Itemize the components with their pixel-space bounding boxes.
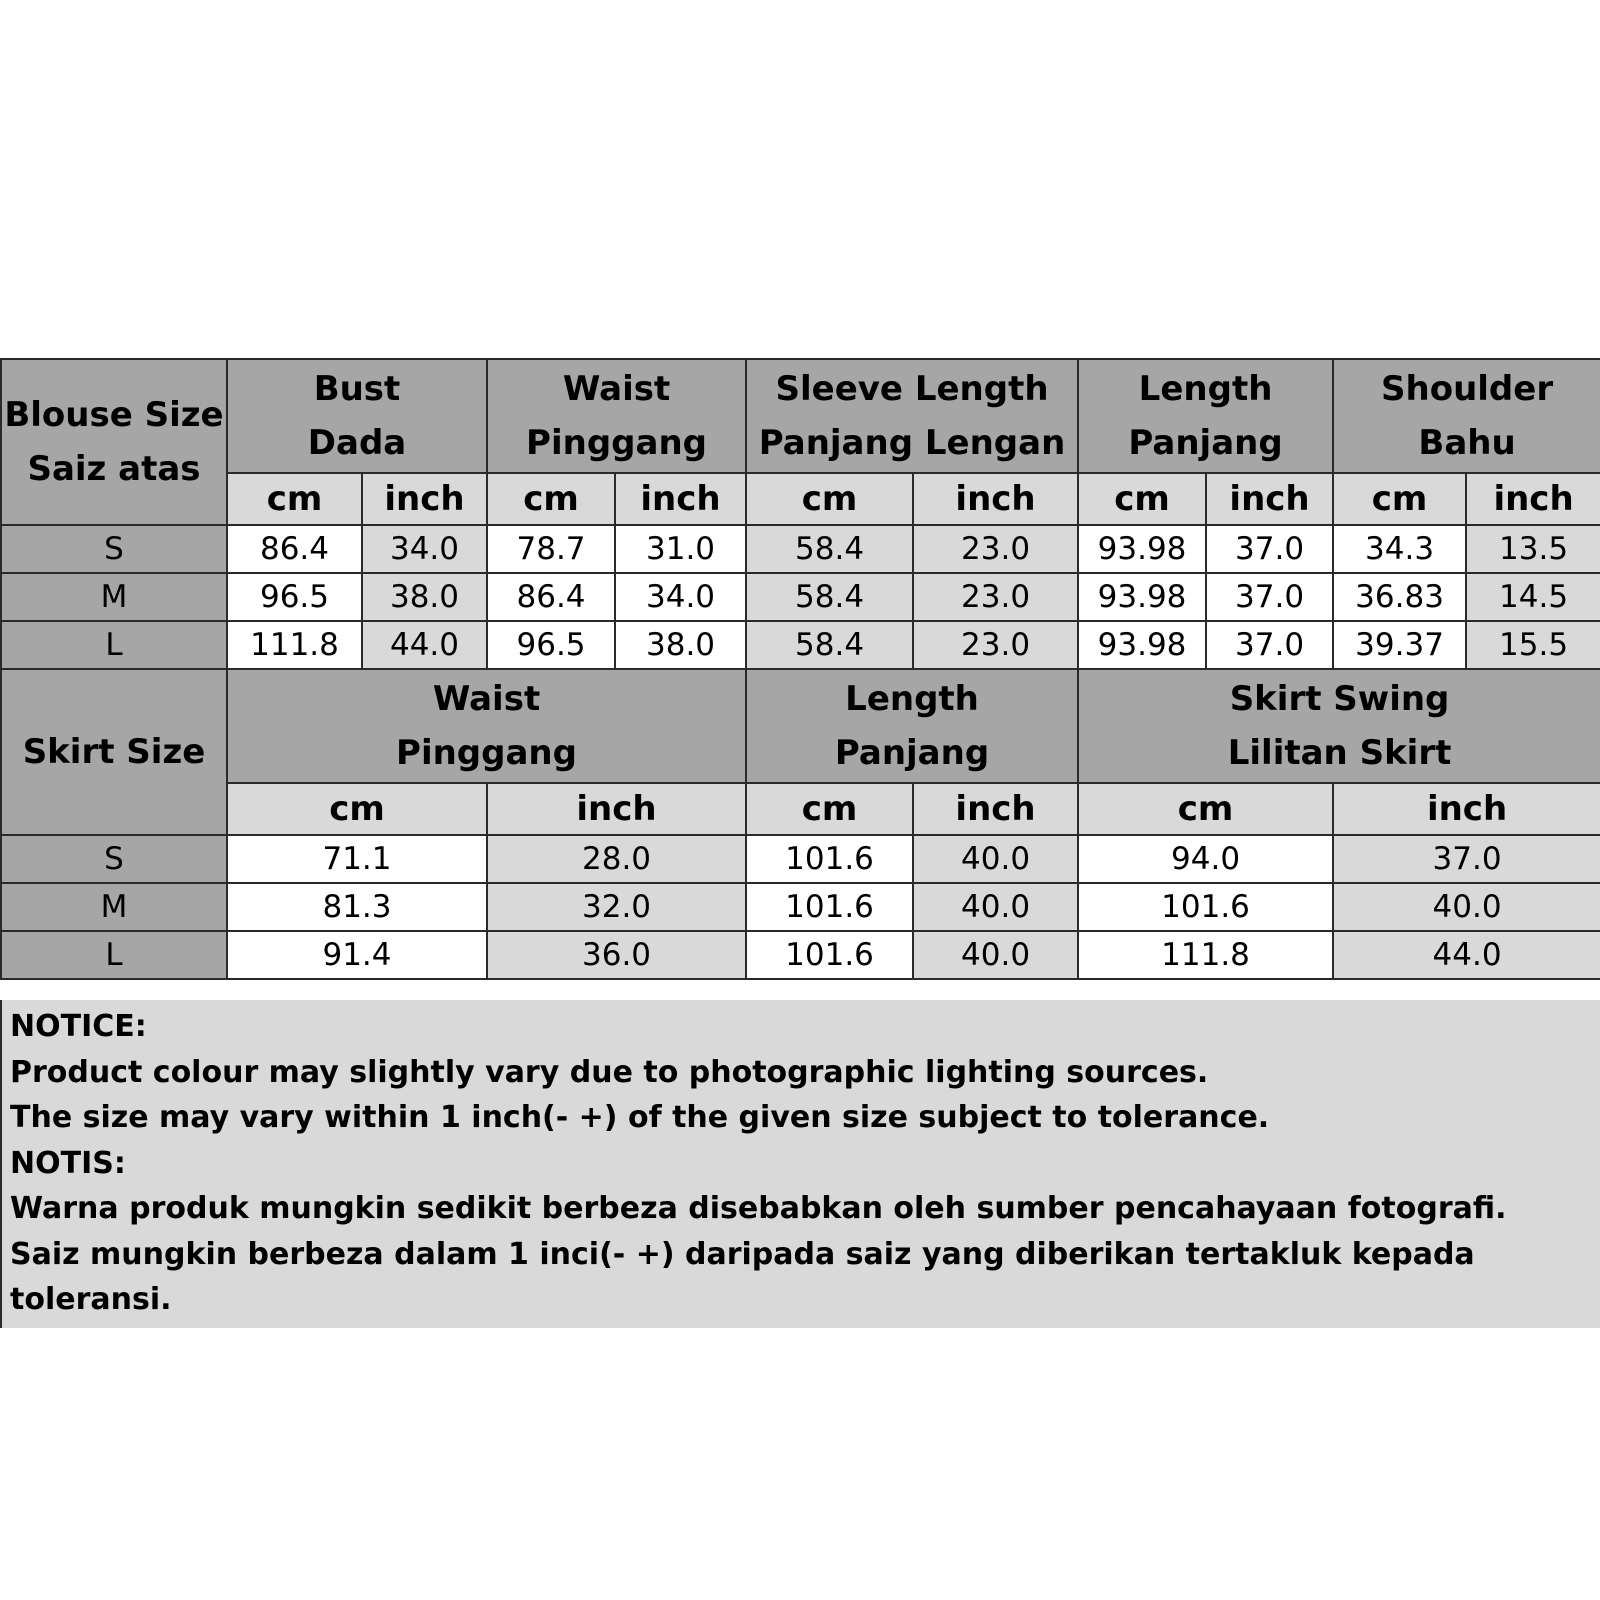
measurement-cell: 31.0 xyxy=(615,525,746,573)
measurement-cell: 40.0 xyxy=(913,835,1078,883)
blouse-unit-row xyxy=(1,473,1600,525)
measurement-cell: 44.0 xyxy=(1333,931,1600,979)
measurement-cell: 93.98 xyxy=(1078,573,1206,621)
measurement-cell: 15.5 xyxy=(1466,621,1600,669)
size-cell: L xyxy=(1,931,227,979)
measurement-cell: 86.4 xyxy=(487,573,615,621)
measurement-cell: 34.3 xyxy=(1333,525,1466,573)
measurement-cell: 40.0 xyxy=(913,931,1078,979)
skirt-size-table xyxy=(1,669,1600,979)
measurement-cell: 40.0 xyxy=(913,883,1078,931)
measurement-cell: 32.0 xyxy=(487,883,746,931)
skirt-size-row xyxy=(1,931,1600,979)
measurement-cell: 37.0 xyxy=(1206,573,1333,621)
notice-line: Saiz mungkin berbeza dalam 1 inci(- +) daripada saiz yang diberikan tertakluk kepada xyxy=(10,1236,1475,1272)
size-chart xyxy=(0,358,1600,980)
unit-cm-header: cm xyxy=(227,473,362,525)
measurement-cell: 34.0 xyxy=(362,525,487,573)
unit-cm-header: cm xyxy=(1078,473,1206,525)
blouse-col-header-en: Shoulder xyxy=(1381,369,1554,409)
blouse-size-table xyxy=(1,359,1600,669)
measurement-cell: 40.0 xyxy=(1333,883,1600,931)
blouse-size-label xyxy=(1,359,227,525)
measurement-cell: 23.0 xyxy=(913,525,1078,573)
measurement-cell: 101.6 xyxy=(746,883,913,931)
blouse-col-header-en: Length xyxy=(1138,369,1273,409)
skirt-col-header-ms: Pinggang xyxy=(396,733,577,773)
measurement-cell: 101.6 xyxy=(1078,883,1333,931)
measurement-cell: 37.0 xyxy=(1206,621,1333,669)
measurement-cell: 93.98 xyxy=(1078,525,1206,573)
blouse-size-label-ms: Saiz atas xyxy=(27,449,201,489)
skirt-col-header-en: Skirt Swing xyxy=(1229,679,1450,719)
size-cell: M xyxy=(1,883,227,931)
notice-line: NOTICE: xyxy=(10,1009,147,1044)
measurement-cell: 86.4 xyxy=(227,525,362,573)
measurement-cell: 96.5 xyxy=(227,573,362,621)
blouse-header-row xyxy=(1,359,1600,473)
notice-line: Product colour may slightly vary due to photographic lighting sources. xyxy=(10,1054,1209,1090)
measurement-cell: 94.0 xyxy=(1078,835,1333,883)
notice-box xyxy=(0,1000,1600,1328)
blouse-col-header-ms: Panjang Lengan xyxy=(758,423,1066,463)
skirt-col-header xyxy=(227,669,746,783)
measurement-cell: 111.8 xyxy=(1078,931,1333,979)
blouse-col-header-en: Sleeve Length xyxy=(775,369,1049,409)
measurement-cell: 36.83 xyxy=(1333,573,1466,621)
measurement-cell: 58.4 xyxy=(746,525,913,573)
measurement-cell: 13.5 xyxy=(1466,525,1600,573)
blouse-col-header-en: Bust xyxy=(313,369,401,409)
size-cell: S xyxy=(1,525,227,573)
unit-inch-header: inch xyxy=(1206,473,1333,525)
unit-cm-header: cm xyxy=(487,473,615,525)
measurement-cell: 101.6 xyxy=(746,835,913,883)
measurement-cell: 78.7 xyxy=(487,525,615,573)
skirt-col-header-ms: Panjang xyxy=(834,733,990,773)
measurement-cell: 39.37 xyxy=(1333,621,1466,669)
measurement-cell: 23.0 xyxy=(913,621,1078,669)
measurement-cell: 44.0 xyxy=(362,621,487,669)
skirt-size-label: Skirt Size xyxy=(1,669,227,835)
size-chart-table xyxy=(0,358,1600,980)
measurement-cell: 58.4 xyxy=(746,573,913,621)
notice-line: NOTIS: xyxy=(10,1145,126,1181)
notice-line: The size may vary within 1 inch(- +) of the given size subject to tolerance. xyxy=(10,1100,1270,1135)
measurement-cell: 36.0 xyxy=(487,931,746,979)
blouse-col-header xyxy=(746,359,1078,473)
unit-cm-header: cm xyxy=(227,783,487,835)
blouse-col-header-en: Waist xyxy=(562,369,671,409)
measurement-cell: 37.0 xyxy=(1206,525,1333,573)
measurement-cell: 28.0 xyxy=(487,835,746,883)
unit-cm-header: cm xyxy=(1333,473,1466,525)
blouse-col-header-ms: Pinggang xyxy=(526,423,707,463)
size-cell: S xyxy=(1,835,227,883)
unit-inch-header: inch xyxy=(913,783,1078,835)
size-cell: L xyxy=(1,621,227,669)
measurement-cell: 58.4 xyxy=(746,621,913,669)
measurement-cell: 37.0 xyxy=(1333,835,1600,883)
unit-cm-header: cm xyxy=(1078,783,1333,835)
unit-inch-header: inch xyxy=(913,473,1078,525)
measurement-cell: 34.0 xyxy=(615,573,746,621)
blouse-col-header xyxy=(1333,359,1600,473)
blouse-col-header-ms: Dada xyxy=(307,423,407,463)
size-cell: M xyxy=(1,573,227,621)
unit-inch-header: inch xyxy=(1466,473,1600,525)
measurement-cell: 91.4 xyxy=(227,931,487,979)
measurement-cell: 23.0 xyxy=(913,573,1078,621)
unit-cm-header: cm xyxy=(746,473,913,525)
blouse-col-header-ms: Panjang xyxy=(1128,423,1283,463)
measurement-cell: 38.0 xyxy=(362,573,487,621)
blouse-size-row xyxy=(1,573,1600,621)
skirt-col-header-en: Waist xyxy=(432,679,541,719)
measurement-cell: 71.1 xyxy=(227,835,487,883)
unit-inch-header: inch xyxy=(487,783,746,835)
unit-inch-header: inch xyxy=(615,473,746,525)
measurement-cell: 101.6 xyxy=(746,931,913,979)
notice-line: toleransi. xyxy=(10,1282,172,1317)
measurement-cell: 111.8 xyxy=(227,621,362,669)
unit-cm-header: cm xyxy=(746,783,913,835)
measurement-cell: 93.98 xyxy=(1078,621,1206,669)
skirt-col-header xyxy=(1078,669,1600,783)
skirt-size-row xyxy=(1,835,1600,883)
measurement-cell: 96.5 xyxy=(487,621,615,669)
skirt-col-header-en: Length xyxy=(845,679,979,719)
blouse-col-header xyxy=(227,359,487,473)
blouse-col-header xyxy=(487,359,746,473)
blouse-col-header-ms: Bahu xyxy=(1418,423,1516,463)
blouse-size-label-en: Blouse Size xyxy=(4,395,224,435)
unit-inch-header: inch xyxy=(1333,783,1600,835)
blouse-size-row xyxy=(1,621,1600,669)
blouse-col-header xyxy=(1078,359,1333,473)
blouse-size-row xyxy=(1,525,1600,573)
skirt-col-header xyxy=(746,669,1078,783)
measurement-cell: 38.0 xyxy=(615,621,746,669)
skirt-size-row xyxy=(1,883,1600,931)
measurement-cell: 14.5 xyxy=(1466,573,1600,621)
measurement-cell: 81.3 xyxy=(227,883,487,931)
skirt-header-row xyxy=(1,669,1600,783)
skirt-col-header-ms: Lilitan Skirt xyxy=(1227,733,1452,773)
skirt-unit-row xyxy=(1,783,1600,835)
notice-line: Warna produk mungkin sedikit berbeza disebabkan oleh sumber pencahayaan fotografi. xyxy=(10,1191,1507,1226)
unit-inch-header: inch xyxy=(362,473,487,525)
